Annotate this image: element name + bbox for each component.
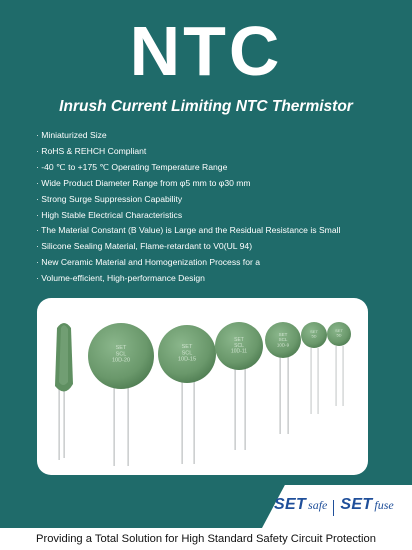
thermistor-label-line: SCL	[181, 350, 193, 357]
feature-item: · Wide Product Diameter Range from φ5 mm to φ30 mm	[36, 177, 251, 188]
set-fuse-logo-strong: SET	[340, 496, 373, 513]
feature-item: · Miniaturized Size	[36, 130, 107, 140]
thermistor-label-line: SET	[115, 345, 127, 351]
feature-item: · RoHS & REHCH Compliant	[36, 145, 147, 156]
thermistor-illustration	[37, 298, 368, 475]
thermistor-label-line: SET	[278, 332, 288, 337]
feature-item: · Volume-efficient, High-performance Design	[36, 273, 205, 284]
set-safe-logo-light: safe	[308, 498, 328, 512]
feature-list	[36, 128, 406, 287]
logo-divider	[333, 500, 334, 516]
thermistor-label-line: SET	[234, 337, 244, 343]
thermistor-label-line: SET	[181, 344, 193, 350]
thermistor-label-line: SET	[335, 328, 343, 333]
thermistor-label-line: 5D	[311, 333, 317, 339]
thermistor-label-line: 10D-11	[230, 348, 248, 355]
feature-item: · Silicone Sealing Material, Flame-retardant to V0(UL 94)	[36, 241, 253, 252]
feature-item: · Strong Surge Suppression Capability	[36, 193, 183, 204]
page-title: NTC	[129, 12, 283, 90]
thermistor-label-line: SET	[310, 329, 318, 334]
thermistor-label-line: SCL	[115, 351, 127, 358]
thermistor-label-line: 10D-20	[111, 357, 131, 364]
set-fuse-logo-light: fuse	[374, 498, 394, 512]
set-safe-logo-strong: SET	[274, 496, 307, 513]
page-subtitle: Inrush Current Limiting NTC Thermistor	[59, 98, 353, 115]
brand-logos	[274, 496, 394, 520]
footer-tagline: Providing a Total Solution for High Standard Safety Circuit Protection	[36, 533, 376, 545]
feature-item: · -40 ℃ to +175 ℃ Operating Temperature Range	[36, 161, 228, 172]
thermistor-label-line: SCL	[234, 342, 244, 349]
thermistor-side	[55, 323, 73, 460]
thermistor-label-line: 5D	[336, 332, 342, 338]
product-photo	[37, 298, 368, 475]
thermistor-label-line: SCL	[278, 337, 288, 343]
thermistor-label-line: 10D-15	[177, 356, 197, 363]
thermistor-label-line: 10D-9	[276, 342, 290, 348]
feature-item: · High Stable Electrical Characteristics	[36, 209, 183, 220]
feature-item: · The Material Constant (B Value) is Large and the Residual Resistance is Small	[36, 225, 341, 236]
feature-item: · New Ceramic Material and Homogenization Process for a	[36, 257, 261, 268]
